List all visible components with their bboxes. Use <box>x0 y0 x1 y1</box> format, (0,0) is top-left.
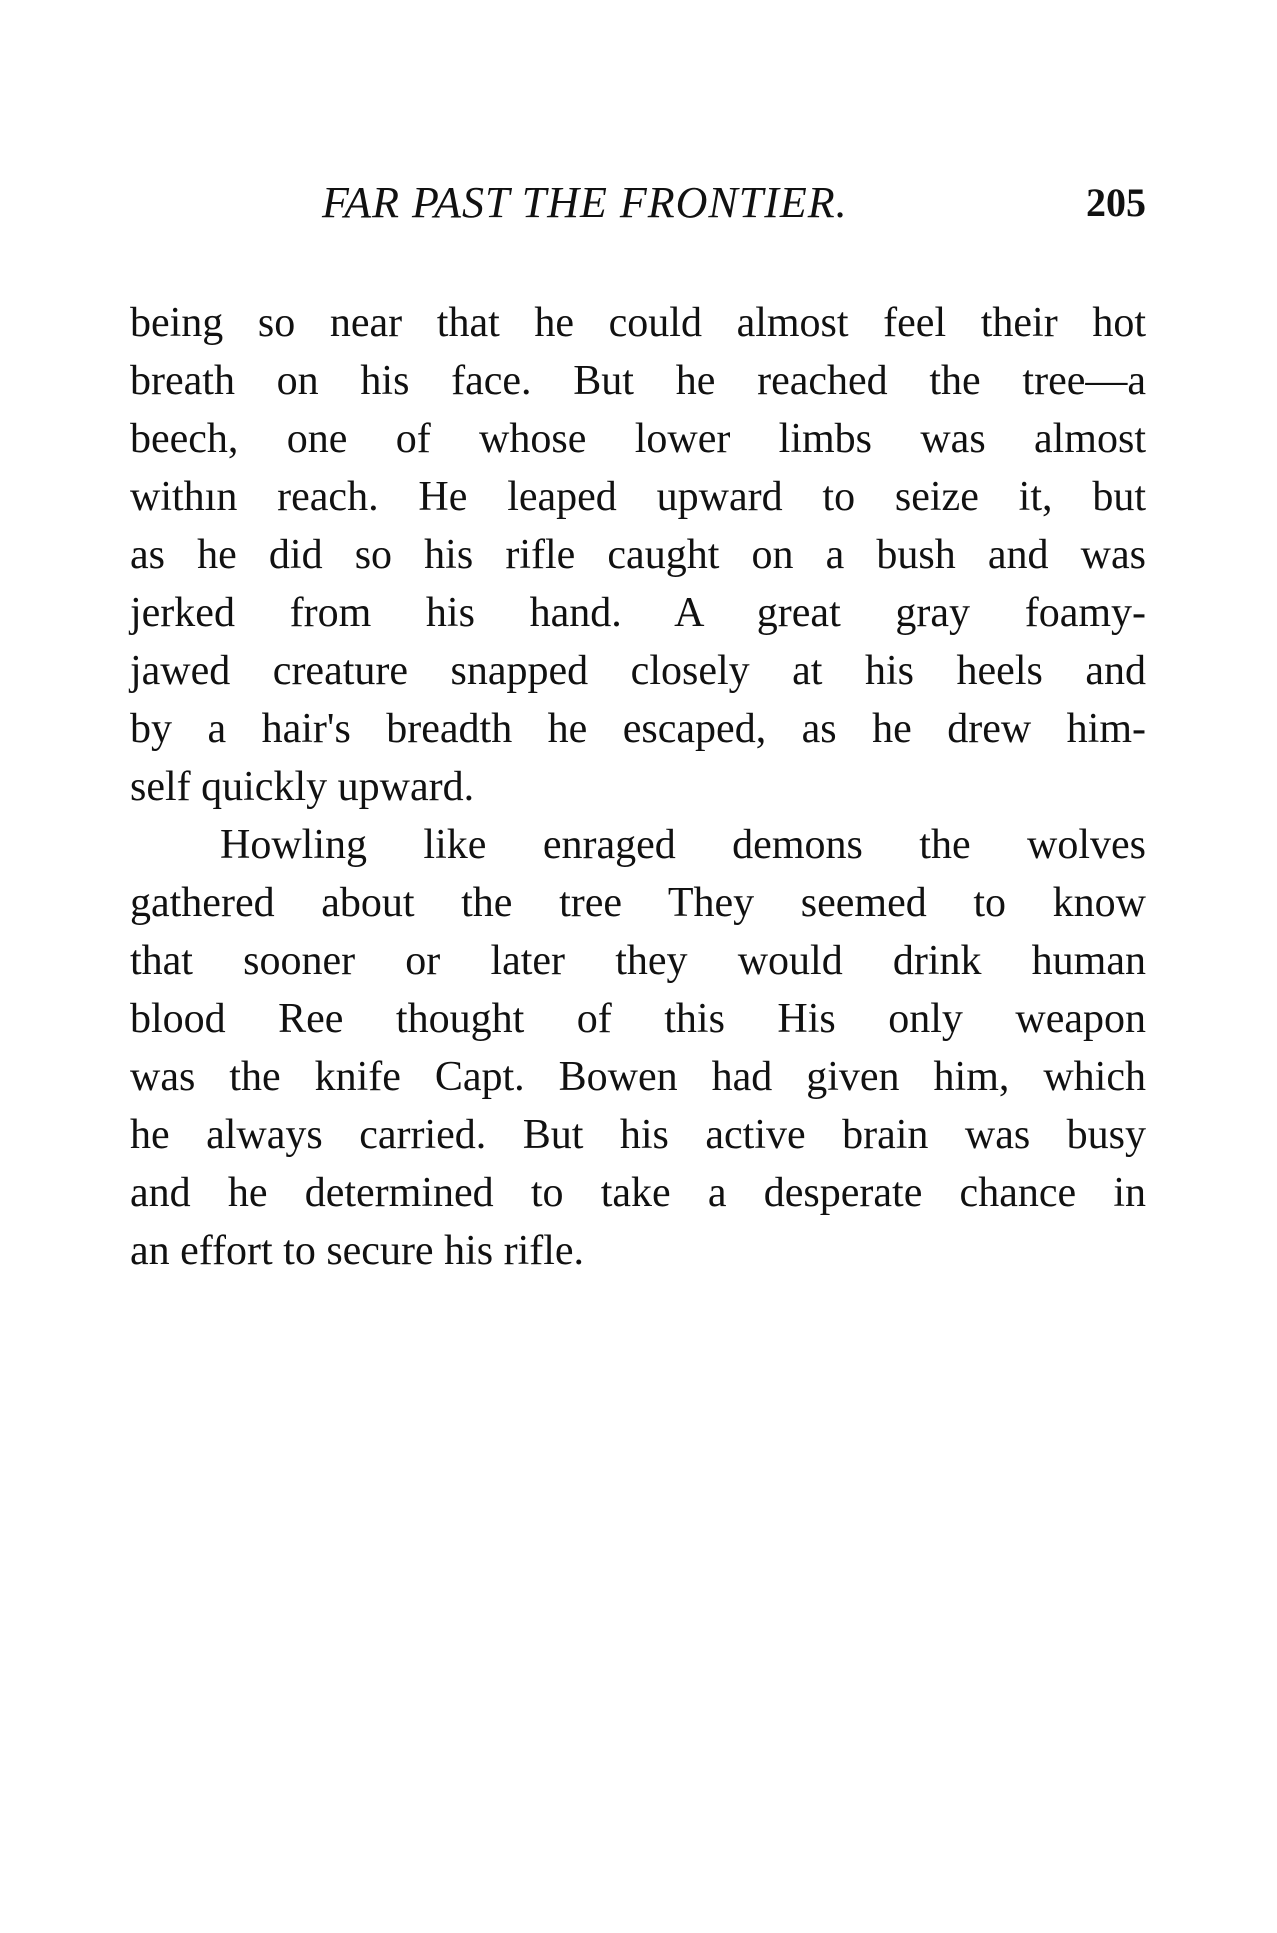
text-line: as he did so his rifle caught on a bush and was <box>130 532 1146 578</box>
paragraph-2 <box>130 816 1146 1280</box>
page-number: 205 <box>1086 180 1146 225</box>
text-line: Howling like enraged demons the wolves <box>220 822 1146 868</box>
text-line: was the knife Capt. Bowen had given him, which <box>130 1054 1146 1100</box>
paragraph-1 <box>130 294 1146 816</box>
text-line: by a hair's breadth he escaped, as he drew him- <box>130 706 1146 752</box>
text-line: gathered about the tree They seemed to know <box>130 880 1146 926</box>
running-title: FAR PAST THE FRONTIER. <box>322 178 848 227</box>
text-line: jerked from his hand. A great gray foamy- <box>130 590 1146 636</box>
text-line: jawed creature snapped closely at his heels and <box>130 648 1146 694</box>
text-line: self quickly upward. <box>130 764 475 810</box>
text-line: being so near that he could almost feel their hot <box>130 300 1146 346</box>
text-line: blood Ree thought of this His only weapon <box>130 996 1146 1042</box>
text-line: beech, one of whose lower limbs was almost <box>130 416 1146 462</box>
text-line: that sooner or later they would drink human <box>130 938 1146 984</box>
text-line: an effort to secure his rifle. <box>130 1228 585 1274</box>
text-line: withın reach. He leaped upward to seize it, but <box>130 474 1146 520</box>
body-text <box>130 294 1146 1280</box>
text-line: breath on his face. But he reached the tree—a <box>130 358 1146 404</box>
text-line: and he determined to take a desperate chance in <box>130 1170 1146 1216</box>
text-line: he always carried. But his active brain was busy <box>130 1112 1146 1158</box>
running-header <box>130 178 1146 228</box>
